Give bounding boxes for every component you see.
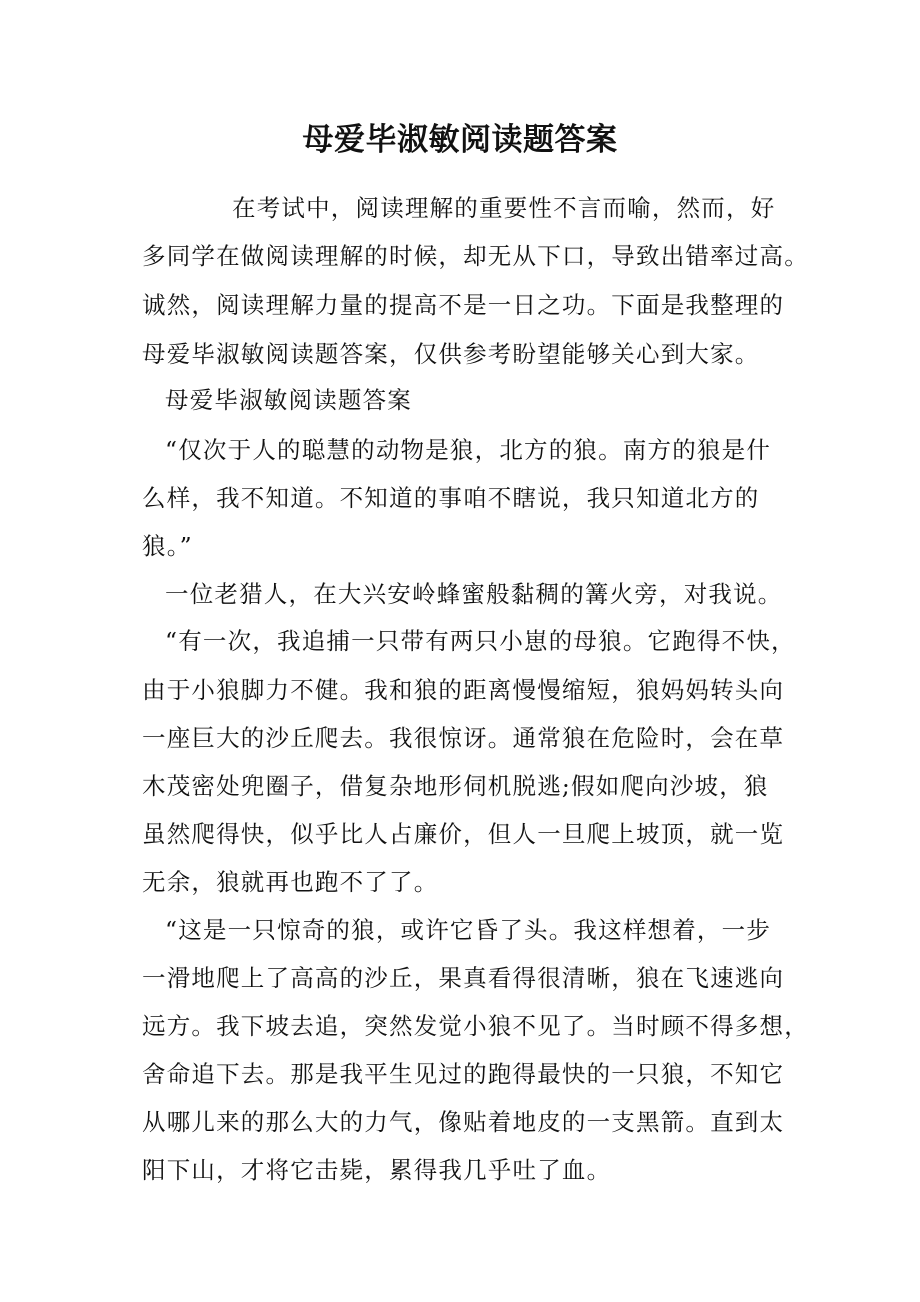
text-line: “仅次于人的聪慧的动物是狼，北方的狼。南方的狼是什 bbox=[165, 436, 772, 464]
text-line: 狼。” bbox=[142, 532, 193, 560]
text-line: 虽然爬得快，似乎比人占廉价，但人一旦爬上坡顶，就一览 bbox=[142, 820, 785, 848]
text-line: 一座巨大的沙丘爬去。我很惊讶。通常狼在危险时，会在草 bbox=[142, 724, 785, 752]
document-title: 母爱毕淑敏阅读题答案 bbox=[302, 122, 618, 158]
text-line: 一滑地爬上了高高的沙丘，果真看得很清晰，狼在飞速逃向 bbox=[142, 964, 785, 992]
text-line: 么样，我不知道。不知道的事咱不瞎说，我只知道北方的 bbox=[142, 484, 760, 512]
text-line: 母爱毕淑敏阅读题答案，仅供参考盼望能够关心到大家。 bbox=[142, 340, 760, 368]
text-line: 舍命追下去。那是我平生见过的跑得最快的一只狼，不知它 bbox=[142, 1060, 785, 1088]
text-line: 阳下山，才将它击毙，累得我几乎吐了血。 bbox=[142, 1156, 612, 1184]
text-line: “有一次，我追捕一只带有两只小崽的母狼。它跑得不快， bbox=[165, 627, 796, 655]
text-line: 远方。我下坡去追，突然发觉小狼不见了。当时顾不得多想， bbox=[142, 1012, 809, 1040]
text-line: “这是一只惊奇的狼，或许它昏了头。我这样想着，一步 bbox=[165, 916, 772, 944]
text-line: 诚然，阅读理解力量的提高不是一日之功。下面是我整理的 bbox=[142, 291, 785, 319]
text-line: 木茂密处兜圈子，借复杂地形伺机脱逃;假如爬向沙坡，狼 bbox=[142, 772, 769, 800]
text-line: 无余，狼就再也跑不了了。 bbox=[142, 868, 439, 896]
text-line: 由于小狼脚力不健。我和狼的距离慢慢缩短，狼妈妈转头向 bbox=[142, 676, 785, 704]
text-line: 在考试中，阅读理解的重要性不言而喻，然而，好 bbox=[232, 194, 776, 222]
text-line: 从哪儿来的那么大的力气，像贴着地皮的一支黑箭。直到太 bbox=[142, 1108, 785, 1136]
text-line: 一位老猎人，在大兴安岭蜂蜜般黏稠的篝火旁，对我说。 bbox=[165, 580, 783, 608]
text-line: 多同学在做阅读理解的时候，却无从下口，导致出错率过高。 bbox=[142, 242, 809, 270]
text-line: 母爱毕淑敏阅读题答案 bbox=[165, 386, 412, 414]
